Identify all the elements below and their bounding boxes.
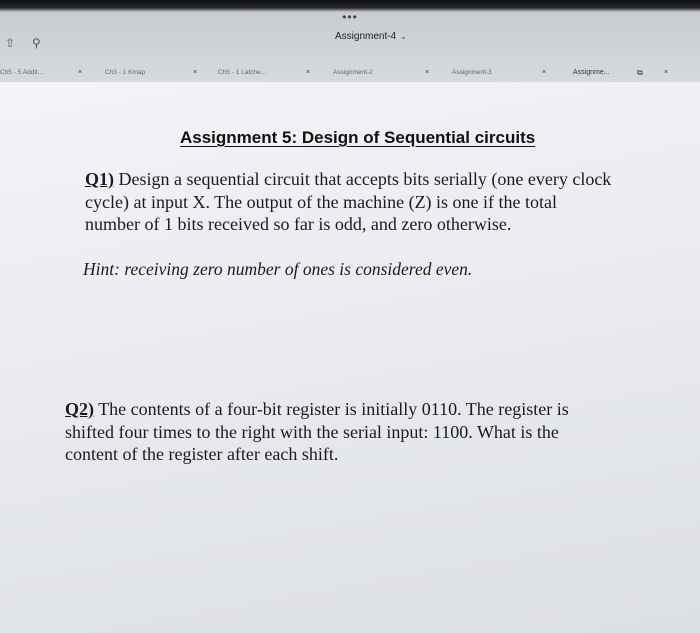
page-title: Assignment 5: Design of Sequential circuits (180, 128, 536, 147)
window-title-text: Assignment-4 (335, 31, 397, 42)
tab-close-icon[interactable]: × (542, 69, 547, 76)
window-title[interactable] (335, 31, 407, 42)
tab-label: Ch5 - 1 Latche... (218, 69, 267, 76)
question-1 (85, 168, 611, 236)
tab-label: Assignment-3 (452, 69, 492, 76)
window-titlebar (0, 0, 700, 82)
question-1-line: number of 1 bits received so far is odd, and zero otherwise. (85, 214, 512, 234)
tab-ch5-latche[interactable] (218, 66, 266, 80)
tab-close-icon[interactable]: × (78, 69, 83, 76)
tab-close-icon[interactable]: × (193, 69, 198, 76)
tab-assignment-3[interactable] (452, 66, 492, 80)
tab-ch3-kmap[interactable] (105, 66, 145, 80)
question-2-line: shifted four times to the right with the serial input: 1100. What is the (65, 421, 559, 442)
question-1-line: cycle) at input X. The output of the machine (Z) is one if the total (85, 191, 558, 212)
question-2-number: Q2) (65, 399, 94, 419)
tab-assignment-2[interactable] (333, 66, 373, 80)
tab-close-icon[interactable]: × (306, 69, 311, 76)
share-icon[interactable]: ⇧ (5, 36, 16, 50)
more-dots-icon[interactable]: ••• (342, 10, 358, 24)
pin-icon[interactable]: ⚲ (32, 36, 41, 50)
tab-label: Assignme... (573, 69, 610, 76)
tab-close-icon[interactable]: × (664, 69, 669, 76)
tab-label: Ch5 - 5 Addit... (0, 69, 43, 76)
document-page (0, 82, 700, 633)
tab-assignment-active[interactable] (573, 66, 610, 80)
question-1-line: Design a sequential circuit that accepts bits serially (one every clock (118, 169, 612, 189)
tab-ch5-addit[interactable] (0, 66, 43, 80)
hint-text: Hint: receiving zero number of ones is considered even. (83, 259, 473, 279)
question-1-number: Q1) (85, 169, 114, 189)
tab-label: Ch3 - 1 Kmap (105, 69, 146, 76)
question-2-line: content of the register after each shift. (65, 444, 339, 464)
question-2 (65, 398, 569, 466)
question-2-line: The contents of a four-bit register is initially 0110. The register is (98, 399, 569, 419)
tab-label: Assignment-2 (333, 69, 373, 76)
new-tab-icon[interactable]: ⧉ (637, 68, 643, 77)
chevron-down-icon[interactable]: ⌄ (400, 32, 407, 41)
tab-close-icon[interactable]: × (425, 69, 430, 76)
